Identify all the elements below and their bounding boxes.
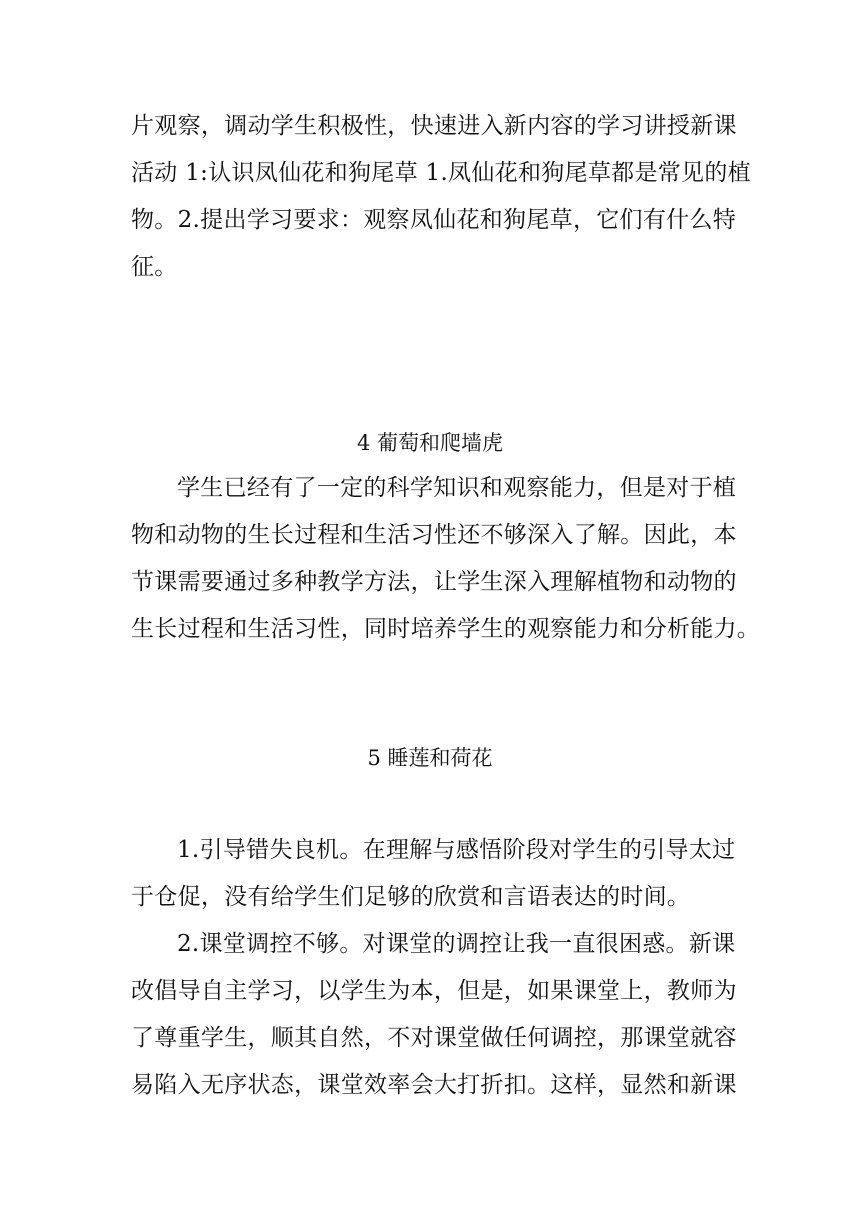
text-line: 征。 (131, 254, 178, 280)
text-line: 易陷入无序状态，课堂效率会大打折扣。这样，显然和新课 (131, 1072, 737, 1098)
section-heading-5: 5 睡莲和荷花 (367, 746, 493, 770)
text-line: 学生已经有了一定的科学知识和观察能力，但是对于植 (177, 475, 737, 501)
text-line: 物。2.提出学习要求：观察凤仙花和狗尾草，它们有什么特 (131, 207, 737, 233)
text-line: 2.课堂调控不够。对课堂的调控让我一直很困惑。新课 (177, 931, 736, 957)
text-line: 节课需要通过多种教学方法，让学生深入理解植物和动物的 (131, 569, 737, 595)
text-line: 片观察，调动学生积极性，快速进入新内容的学习讲授新课 (131, 113, 737, 139)
text-line: 生长过程和生活习性，同时培养学生的观察能力和分析能力。 (131, 616, 761, 642)
text-line: 物和动物的生长过程和生活习性还不够深入了解。因此，本 (131, 522, 737, 548)
text-line: 改倡导自主学习，以学生为本，但是，如果课堂上，教师为 (131, 978, 737, 1004)
text-line: 活动 1:认识凤仙花和狗尾草 1.凤仙花和狗尾草都是常见的植 (131, 160, 751, 186)
text-line: 1.引导错失良机。在理解与感悟阶段对学生的引导太过 (177, 837, 736, 863)
section-heading-4: 4 葡萄和爬墙虎 (356, 431, 504, 455)
text-line: 了尊重学生，顺其自然，不对课堂做任何调控，那课堂就容 (131, 1025, 737, 1051)
text-line: 于仓促，没有给学生们足够的欣赏和言语表达的时间。 (131, 884, 691, 910)
